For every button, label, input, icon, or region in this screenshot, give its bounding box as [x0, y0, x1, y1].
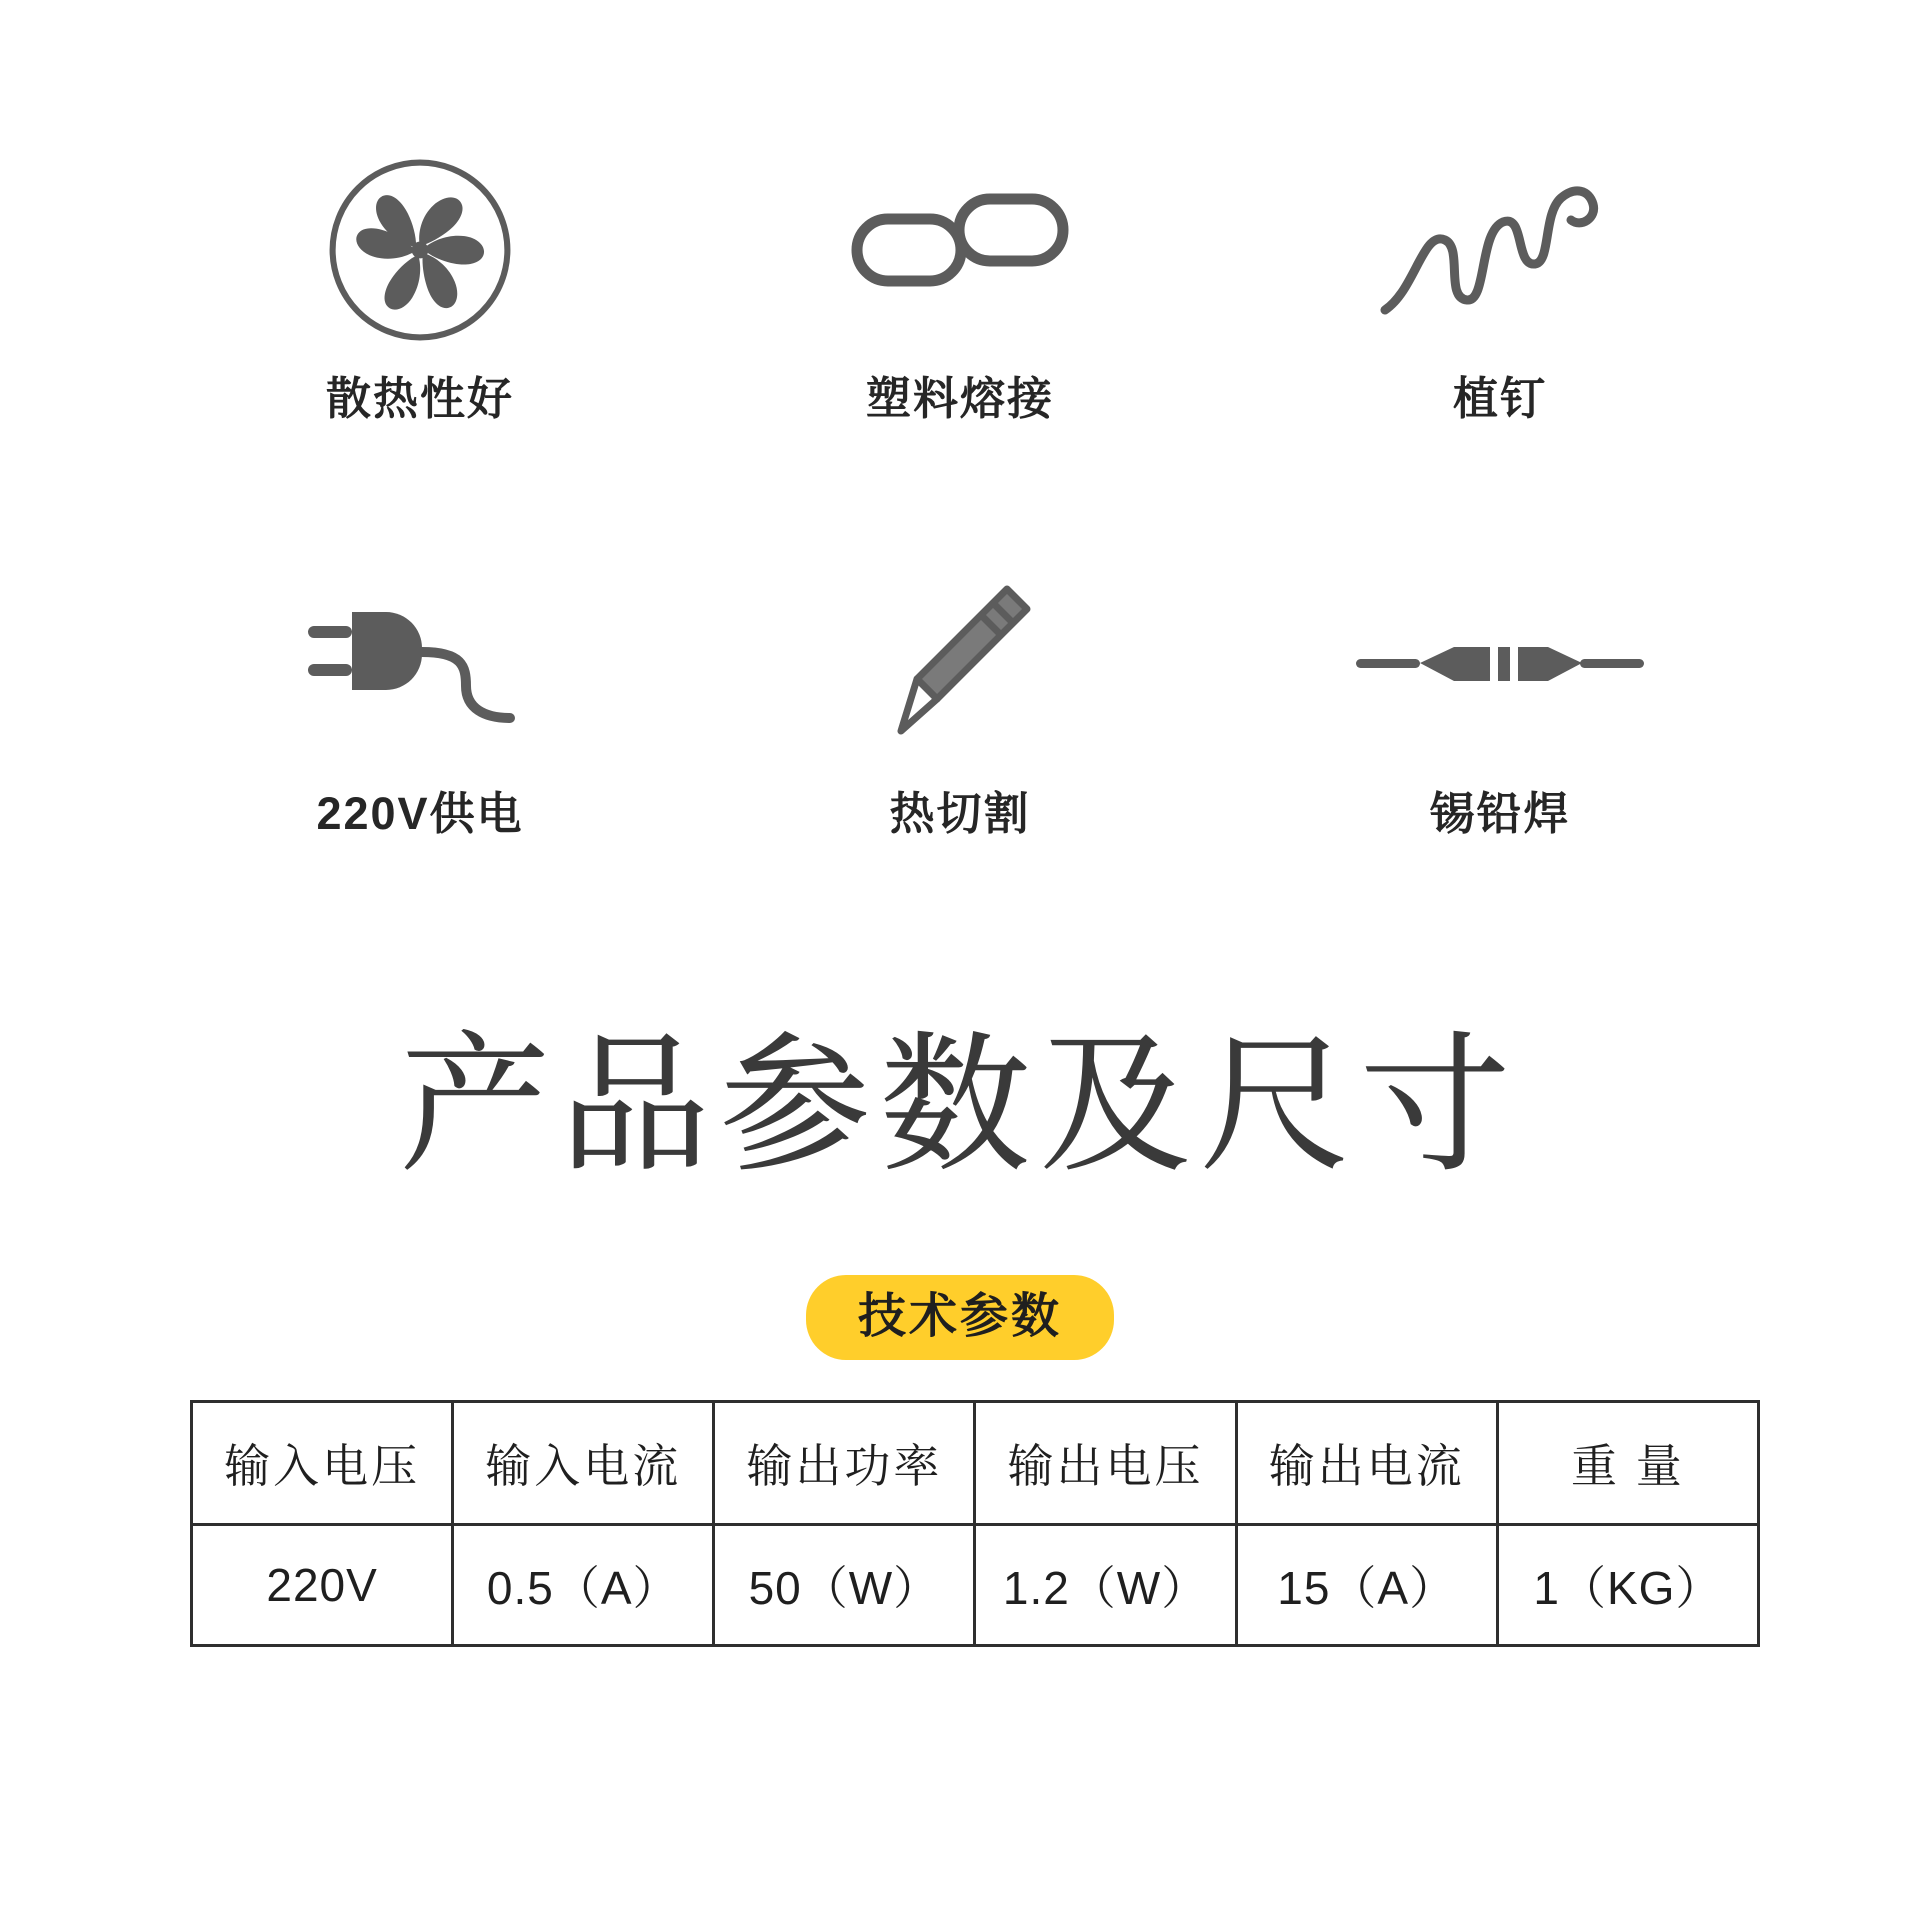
- table-cell: 50（W）: [714, 1525, 975, 1646]
- table-row: [192, 1525, 1759, 1646]
- table-cell: 1（KG）: [1497, 1525, 1758, 1646]
- solder-tip-icon: [1350, 575, 1650, 755]
- table-header-cell: 输入电流: [453, 1402, 714, 1525]
- table-header-cell: 重 量: [1497, 1402, 1758, 1525]
- feature-label: 220V供电: [316, 788, 524, 839]
- table-header-cell: 输出功率: [714, 1402, 975, 1525]
- fan-icon: [325, 160, 515, 340]
- table-cell: 0.5（A）: [453, 1525, 714, 1646]
- feature-label: 散热性好: [325, 373, 514, 424]
- table-cell: 15（A）: [1236, 1525, 1497, 1646]
- table-header-cell: 输入电压: [192, 1402, 453, 1525]
- power-plug-icon: [300, 575, 540, 755]
- chain-link-icon: [845, 160, 1075, 340]
- table-cell: 220V: [192, 1525, 453, 1646]
- feature-item: [690, 160, 1230, 445]
- feature-grid: [150, 160, 1770, 860]
- feature-item: [690, 575, 1230, 860]
- pill-container: [0, 1275, 1920, 1360]
- hot-knife-icon: [875, 575, 1045, 755]
- spec-table: [190, 1400, 1760, 1647]
- table-header-cell: 输出电流: [1236, 1402, 1497, 1525]
- feature-item: [1230, 160, 1770, 445]
- feature-label: 植钉: [1452, 373, 1547, 424]
- table-header-cell: 输出电压: [975, 1402, 1236, 1525]
- table-cell: 1.2（W）: [975, 1525, 1236, 1646]
- feature-item: [1230, 575, 1770, 860]
- page-title: 产品参数及尺寸: [399, 1021, 1520, 1189]
- feature-label: 热切割: [889, 788, 1031, 839]
- feature-label: 锡铅焊: [1429, 788, 1571, 839]
- feature-item: [150, 160, 690, 445]
- feature-item: [150, 575, 690, 860]
- table-row: [192, 1402, 1759, 1525]
- status-badge: 技术参数: [806, 1275, 1114, 1360]
- feature-label: 塑料熔接: [865, 373, 1054, 424]
- staple-wire-icon: [1375, 160, 1625, 340]
